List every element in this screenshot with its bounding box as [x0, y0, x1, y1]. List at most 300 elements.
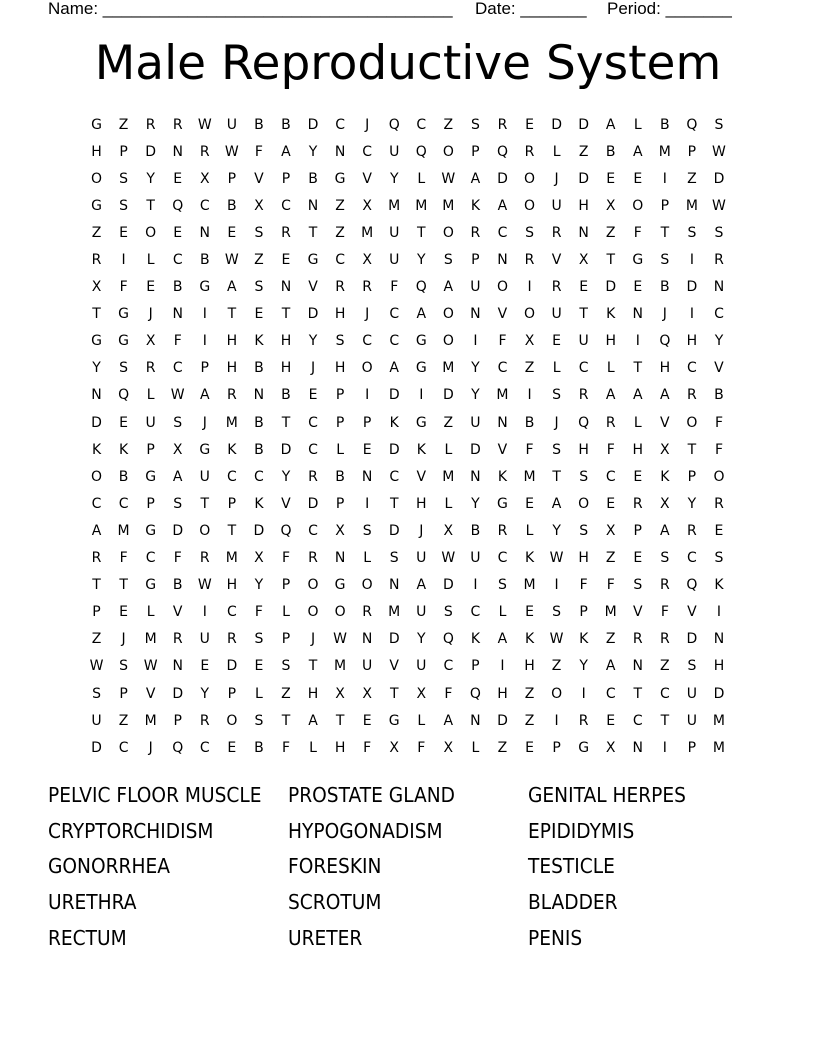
grid-letter[interactable]: M: [388, 197, 401, 214]
grid-letter[interactable]: D: [605, 279, 617, 296]
grid-letter[interactable]: B: [714, 387, 724, 404]
grid-letter[interactable]: Y: [281, 468, 291, 485]
grid-letter[interactable]: A: [660, 387, 670, 404]
grid-letter[interactable]: T: [417, 224, 426, 241]
grid-letter[interactable]: A: [91, 522, 102, 539]
grid-letter[interactable]: W: [89, 658, 104, 675]
grid-letter[interactable]: B: [118, 468, 129, 485]
grid-letter[interactable]: L: [525, 522, 534, 539]
grid-letter[interactable]: U: [551, 197, 562, 214]
grid-letter[interactable]: A: [443, 712, 454, 729]
grid-letter[interactable]: E: [200, 658, 210, 675]
grid-letter[interactable]: H: [226, 360, 238, 377]
grid-letter[interactable]: C: [362, 333, 373, 350]
grid-letter[interactable]: F: [444, 685, 453, 702]
grid-letter[interactable]: V: [687, 604, 697, 621]
grid-letter[interactable]: Y: [389, 170, 399, 187]
grid-letter[interactable]: Z: [660, 658, 670, 675]
grid-letter[interactable]: T: [633, 360, 643, 377]
grid-letter[interactable]: D: [388, 441, 400, 458]
grid-letter[interactable]: X: [660, 495, 670, 512]
grid-letter[interactable]: O: [442, 306, 454, 323]
grid-letter[interactable]: W: [549, 631, 564, 648]
grid-letter[interactable]: G: [415, 414, 427, 431]
grid-letter[interactable]: H: [334, 306, 346, 323]
grid-letter[interactable]: J: [310, 631, 316, 648]
grid-letter[interactable]: C: [578, 360, 589, 377]
grid-letter[interactable]: D: [470, 441, 481, 458]
grid-letter[interactable]: K: [470, 197, 480, 214]
grid-letter[interactable]: E: [227, 224, 237, 241]
grid-letter[interactable]: Y: [687, 495, 697, 512]
grid-letter[interactable]: I: [202, 333, 207, 350]
grid-letter[interactable]: L: [417, 170, 426, 187]
grid-letter[interactable]: C: [389, 306, 400, 323]
grid-letter[interactable]: F: [606, 441, 615, 458]
grid-letter[interactable]: N: [632, 306, 644, 323]
grid-letter[interactable]: S: [579, 522, 589, 539]
grid-letter[interactable]: C: [281, 197, 291, 214]
grid-letter[interactable]: D: [91, 739, 102, 756]
grid-letter[interactable]: P: [335, 414, 345, 431]
grid-letter[interactable]: X: [254, 197, 264, 214]
grid-letter[interactable]: R: [497, 522, 508, 539]
grid-letter[interactable]: K: [254, 333, 264, 350]
grid-letter[interactable]: L: [282, 604, 290, 621]
grid-letter[interactable]: R: [497, 116, 508, 133]
grid-letter[interactable]: V: [172, 604, 183, 621]
grid-letter[interactable]: G: [145, 577, 157, 594]
grid-letter[interactable]: Y: [471, 387, 480, 404]
grid-letter[interactable]: D: [253, 522, 265, 539]
grid-letter[interactable]: S: [633, 577, 643, 594]
grid-letter[interactable]: V: [389, 658, 399, 675]
grid-letter[interactable]: F: [714, 441, 723, 458]
grid-letter[interactable]: D: [388, 522, 400, 539]
grid-letter[interactable]: P: [579, 604, 588, 621]
grid-letter[interactable]: A: [172, 468, 183, 485]
grid-letter[interactable]: B: [254, 360, 264, 377]
grid-letter[interactable]: R: [714, 495, 724, 512]
grid-letter[interactable]: P: [687, 143, 697, 160]
grid-letter[interactable]: F: [660, 604, 669, 621]
grid-letter[interactable]: Q: [388, 116, 400, 133]
grid-letter[interactable]: Z: [91, 224, 102, 241]
grid-letter[interactable]: W: [549, 550, 564, 567]
grid-letter[interactable]: H: [416, 495, 427, 512]
grid-letter[interactable]: B: [172, 279, 183, 296]
grid-letter[interactable]: H: [524, 658, 535, 675]
grid-letter[interactable]: R: [524, 143, 535, 160]
grid-letter[interactable]: M: [117, 522, 130, 539]
grid-letter[interactable]: F: [417, 739, 426, 756]
grid-letter[interactable]: C: [199, 739, 210, 756]
grid-letter[interactable]: R: [335, 279, 345, 296]
grid-letter[interactable]: T: [92, 577, 101, 594]
grid-letter[interactable]: S: [281, 658, 291, 675]
grid-letter[interactable]: X: [362, 252, 372, 269]
grid-letter[interactable]: Q: [280, 522, 292, 539]
grid-letter[interactable]: C: [389, 333, 400, 350]
grid-letter[interactable]: M: [144, 631, 157, 648]
grid-letter[interactable]: T: [227, 306, 237, 323]
grid-letter[interactable]: R: [362, 604, 373, 621]
grid-letter[interactable]: K: [497, 468, 508, 485]
grid-letter[interactable]: A: [605, 387, 616, 404]
grid-letter[interactable]: U: [686, 712, 698, 729]
grid-letter[interactable]: O: [578, 495, 590, 512]
grid-letter[interactable]: V: [714, 360, 724, 377]
grid-letter[interactable]: C: [308, 522, 318, 539]
grid-letter[interactable]: A: [416, 577, 427, 594]
grid-letter[interactable]: X: [416, 685, 427, 702]
grid-letter[interactable]: K: [606, 306, 616, 323]
grid-letter[interactable]: S: [443, 604, 453, 621]
grid-letter[interactable]: Y: [471, 495, 480, 512]
grid-letter[interactable]: P: [281, 577, 291, 594]
grid-letter[interactable]: Y: [714, 333, 724, 350]
grid-letter[interactable]: R: [578, 712, 589, 729]
grid-letter[interactable]: K: [389, 414, 399, 431]
grid-letter[interactable]: D: [551, 116, 562, 133]
grid-letter[interactable]: C: [254, 468, 264, 485]
grid-letter[interactable]: Q: [578, 414, 590, 431]
grid-letter[interactable]: E: [525, 739, 534, 756]
grid-letter[interactable]: K: [660, 468, 670, 485]
grid-letter[interactable]: T: [606, 252, 615, 269]
grid-letter[interactable]: T: [389, 495, 399, 512]
grid-letter[interactable]: F: [254, 143, 263, 160]
grid-letter[interactable]: S: [552, 441, 562, 458]
grid-letter[interactable]: H: [659, 360, 671, 377]
grid-letter[interactable]: F: [606, 577, 615, 594]
grid-letter[interactable]: D: [578, 170, 590, 187]
grid-letter[interactable]: N: [253, 387, 265, 404]
grid-letter[interactable]: B: [524, 414, 535, 431]
grid-letter[interactable]: L: [255, 685, 263, 702]
grid-letter[interactable]: P: [471, 143, 480, 160]
grid-letter[interactable]: M: [361, 224, 374, 241]
grid-letter[interactable]: G: [632, 252, 644, 269]
date-field[interactable]: Date: _______: [475, 0, 587, 18]
grid-letter[interactable]: S: [335, 333, 345, 350]
grid-letter[interactable]: M: [496, 387, 509, 404]
grid-letter[interactable]: S: [254, 631, 264, 648]
grid-letter[interactable]: V: [660, 414, 670, 431]
grid-letter[interactable]: G: [199, 441, 211, 458]
grid-letter[interactable]: P: [335, 387, 345, 404]
grid-letter[interactable]: S: [660, 252, 670, 269]
grid-letter[interactable]: K: [524, 550, 535, 567]
grid-letter[interactable]: J: [662, 306, 667, 323]
grid-letter[interactable]: X: [145, 333, 156, 350]
grid-letter[interactable]: P: [173, 712, 182, 729]
grid-letter[interactable]: S: [525, 224, 534, 241]
grid-letter[interactable]: E: [633, 279, 643, 296]
grid-letter[interactable]: E: [525, 604, 534, 621]
grid-letter[interactable]: D: [578, 116, 590, 133]
grid-letter[interactable]: S: [552, 604, 562, 621]
grid-letter[interactable]: P: [227, 170, 237, 187]
grid-letter[interactable]: N: [632, 658, 644, 675]
grid-letter[interactable]: B: [254, 116, 264, 133]
grid-letter[interactable]: P: [281, 170, 291, 187]
grid-letter[interactable]: G: [145, 468, 157, 485]
grid-letter[interactable]: Y: [146, 170, 155, 187]
grid-letter[interactable]: N: [632, 739, 644, 756]
grid-letter[interactable]: I: [202, 306, 207, 323]
grid-letter[interactable]: S: [579, 468, 589, 485]
grid-letter[interactable]: T: [92, 306, 101, 323]
grid-letter[interactable]: S: [119, 170, 129, 187]
grid-letter[interactable]: X: [660, 441, 670, 458]
grid-letter[interactable]: B: [308, 170, 318, 187]
grid-letter[interactable]: X: [172, 441, 183, 458]
grid-letter[interactable]: L: [471, 739, 480, 756]
grid-letter[interactable]: T: [389, 685, 399, 702]
grid-letter[interactable]: H: [632, 441, 644, 458]
grid-letter[interactable]: V: [281, 495, 291, 512]
grid-letter[interactable]: Y: [471, 360, 480, 377]
grid-letter[interactable]: U: [470, 414, 481, 431]
grid-letter[interactable]: R: [145, 116, 156, 133]
grid-letter[interactable]: Y: [579, 658, 588, 675]
grid-letter[interactable]: G: [415, 333, 427, 350]
grid-letter[interactable]: B: [172, 577, 183, 594]
grid-letter[interactable]: B: [227, 197, 237, 214]
grid-letter[interactable]: I: [121, 252, 126, 269]
grid-letter[interactable]: G: [334, 577, 346, 594]
grid-letter[interactable]: B: [660, 116, 670, 133]
grid-letter[interactable]: P: [660, 197, 670, 214]
grid-letter[interactable]: C: [118, 739, 129, 756]
grid-letter[interactable]: U: [362, 658, 373, 675]
grid-letter[interactable]: W: [333, 631, 348, 648]
grid-letter[interactable]: V: [497, 306, 508, 323]
grid-letter[interactable]: F: [254, 604, 263, 621]
grid-letter[interactable]: S: [254, 712, 264, 729]
grid-letter[interactable]: I: [473, 577, 478, 594]
grid-letter[interactable]: X: [524, 333, 535, 350]
grid-letter[interactable]: S: [119, 197, 129, 214]
grid-letter[interactable]: H: [226, 577, 238, 594]
grid-letter[interactable]: E: [579, 279, 589, 296]
grid-letter[interactable]: Q: [118, 387, 130, 404]
grid-letter[interactable]: T: [687, 441, 697, 458]
grid-letter[interactable]: S: [443, 252, 453, 269]
grid-letter[interactable]: A: [551, 495, 562, 512]
grid-letter[interactable]: L: [444, 441, 453, 458]
grid-letter[interactable]: D: [307, 306, 319, 323]
grid-letter[interactable]: N: [578, 224, 589, 241]
grid-letter[interactable]: K: [524, 631, 535, 648]
grid-letter[interactable]: I: [419, 387, 424, 404]
grid-letter[interactable]: D: [91, 414, 102, 431]
grid-letter[interactable]: V: [308, 279, 318, 296]
grid-letter[interactable]: R: [172, 116, 183, 133]
grid-letter[interactable]: V: [416, 468, 427, 485]
grid-letter[interactable]: N: [172, 306, 183, 323]
grid-letter[interactable]: O: [145, 224, 157, 241]
grid-letter[interactable]: L: [146, 252, 155, 269]
grid-letter[interactable]: C: [389, 468, 400, 485]
grid-letter[interactable]: R: [145, 360, 156, 377]
grid-letter[interactable]: O: [361, 577, 373, 594]
grid-letter[interactable]: Q: [172, 197, 184, 214]
grid-letter[interactable]: P: [146, 495, 155, 512]
grid-letter[interactable]: G: [118, 333, 130, 350]
grid-letter[interactable]: C: [497, 550, 508, 567]
grid-letter[interactable]: I: [202, 604, 207, 621]
period-field[interactable]: Period: _______: [607, 0, 732, 18]
grid-letter[interactable]: C: [416, 116, 427, 133]
grid-letter[interactable]: R: [578, 387, 589, 404]
grid-letter[interactable]: Z: [605, 224, 616, 241]
grid-letter[interactable]: S: [389, 550, 399, 567]
grid-letter[interactable]: E: [552, 333, 562, 350]
grid-letter[interactable]: D: [172, 522, 184, 539]
grid-letter[interactable]: P: [200, 360, 209, 377]
grid-letter[interactable]: P: [119, 143, 128, 160]
grid-letter[interactable]: R: [281, 224, 291, 241]
grid-letter[interactable]: N: [470, 468, 481, 485]
grid-letter[interactable]: E: [254, 658, 264, 675]
grid-letter[interactable]: B: [605, 143, 616, 160]
grid-letter[interactable]: S: [552, 387, 562, 404]
grid-letter[interactable]: R: [91, 252, 102, 269]
grid-letter[interactable]: T: [308, 658, 318, 675]
grid-letter[interactable]: N: [172, 658, 183, 675]
grid-letter[interactable]: P: [471, 658, 480, 675]
grid-letter[interactable]: C: [308, 414, 318, 431]
grid-letter[interactable]: P: [92, 604, 101, 621]
grid-letter[interactable]: D: [388, 631, 400, 648]
grid-letter[interactable]: U: [416, 550, 427, 567]
grid-letter[interactable]: T: [552, 468, 561, 485]
grid-letter[interactable]: N: [388, 577, 400, 594]
grid-letter[interactable]: P: [362, 414, 372, 431]
grid-letter[interactable]: P: [281, 631, 291, 648]
grid-letter[interactable]: A: [227, 279, 237, 296]
grid-letter[interactable]: B: [281, 387, 291, 404]
grid-letter[interactable]: U: [91, 712, 102, 729]
grid-letter[interactable]: S: [660, 550, 670, 567]
grid-letter[interactable]: S: [714, 224, 724, 241]
grid-letter[interactable]: E: [119, 224, 129, 241]
grid-letter[interactable]: F: [281, 739, 290, 756]
grid-letter[interactable]: S: [687, 658, 697, 675]
grid-letter[interactable]: L: [633, 414, 642, 431]
grid-letter[interactable]: Z: [524, 360, 535, 377]
grid-letter[interactable]: C: [226, 468, 237, 485]
grid-letter[interactable]: R: [91, 550, 102, 567]
grid-letter[interactable]: I: [716, 604, 722, 621]
grid-letter[interactable]: O: [334, 604, 346, 621]
grid-letter[interactable]: J: [554, 414, 559, 431]
grid-letter[interactable]: L: [606, 360, 615, 377]
grid-letter[interactable]: V: [632, 604, 643, 621]
grid-letter[interactable]: Q: [686, 116, 698, 133]
grid-letter[interactable]: R: [172, 631, 183, 648]
grid-letter[interactable]: B: [335, 468, 345, 485]
grid-letter[interactable]: O: [199, 522, 211, 539]
grid-letter[interactable]: M: [442, 468, 455, 485]
grid-letter[interactable]: W: [197, 577, 212, 594]
grid-letter[interactable]: G: [91, 197, 102, 214]
grid-letter[interactable]: L: [417, 712, 426, 729]
grid-letter[interactable]: N: [334, 550, 346, 567]
grid-letter[interactable]: E: [362, 712, 372, 729]
name-field[interactable]: Name: _____________________________________: [48, 0, 453, 18]
grid-letter[interactable]: J: [365, 116, 370, 133]
grid-letter[interactable]: N: [713, 279, 725, 296]
grid-letter[interactable]: B: [254, 441, 264, 458]
grid-letter[interactable]: Q: [415, 279, 427, 296]
grid-letter[interactable]: G: [307, 252, 319, 269]
grid-letter[interactable]: R: [714, 252, 724, 269]
grid-letter[interactable]: T: [281, 414, 291, 431]
grid-letter[interactable]: T: [281, 306, 291, 323]
grid-letter[interactable]: N: [497, 252, 508, 269]
grid-letter[interactable]: X: [605, 739, 616, 756]
grid-letter[interactable]: B: [199, 252, 210, 269]
grid-letter[interactable]: X: [605, 522, 616, 539]
grid-letter[interactable]: N: [470, 712, 481, 729]
grid-letter[interactable]: G: [578, 739, 590, 756]
grid-letter[interactable]: P: [552, 739, 561, 756]
grid-letter[interactable]: E: [119, 604, 129, 621]
grid-letter[interactable]: G: [415, 360, 427, 377]
grid-letter[interactable]: D: [686, 631, 698, 648]
grid-letter[interactable]: D: [713, 685, 725, 702]
grid-letter[interactable]: D: [388, 387, 400, 404]
grid-letter[interactable]: P: [119, 685, 128, 702]
grid-letter[interactable]: W: [441, 170, 456, 187]
grid-letter[interactable]: L: [363, 550, 372, 567]
grid-letter[interactable]: S: [498, 577, 507, 594]
grid-letter[interactable]: T: [146, 197, 155, 214]
grid-letter[interactable]: D: [307, 495, 319, 512]
grid-letter[interactable]: P: [227, 685, 237, 702]
grid-letter[interactable]: M: [144, 712, 157, 729]
grid-letter[interactable]: T: [119, 577, 128, 594]
grid-letter[interactable]: C: [308, 441, 318, 458]
grid-letter[interactable]: R: [470, 224, 481, 241]
grid-letter[interactable]: X: [335, 522, 345, 539]
grid-letter[interactable]: E: [606, 712, 616, 729]
grid-letter[interactable]: X: [362, 197, 372, 214]
grid-letter[interactable]: G: [497, 495, 508, 512]
grid-letter[interactable]: F: [525, 441, 534, 458]
grid-letter[interactable]: N: [199, 224, 211, 241]
grid-letter[interactable]: O: [91, 170, 103, 187]
grid-letter[interactable]: V: [551, 252, 562, 269]
grid-letter[interactable]: M: [442, 197, 455, 214]
grid-letter[interactable]: H: [280, 333, 292, 350]
grid-letter[interactable]: X: [335, 685, 345, 702]
grid-letter[interactable]: K: [227, 441, 237, 458]
grid-letter[interactable]: I: [527, 279, 532, 296]
grid-letter[interactable]: V: [362, 170, 372, 187]
grid-letter[interactable]: R: [632, 631, 643, 648]
grid-letter[interactable]: A: [470, 170, 481, 187]
grid-letter[interactable]: F: [173, 333, 182, 350]
grid-letter[interactable]: E: [633, 170, 643, 187]
grid-letter[interactable]: H: [578, 550, 589, 567]
grid-letter[interactable]: G: [145, 522, 157, 539]
grid-letter[interactable]: C: [199, 197, 210, 214]
grid-letter[interactable]: U: [578, 333, 589, 350]
